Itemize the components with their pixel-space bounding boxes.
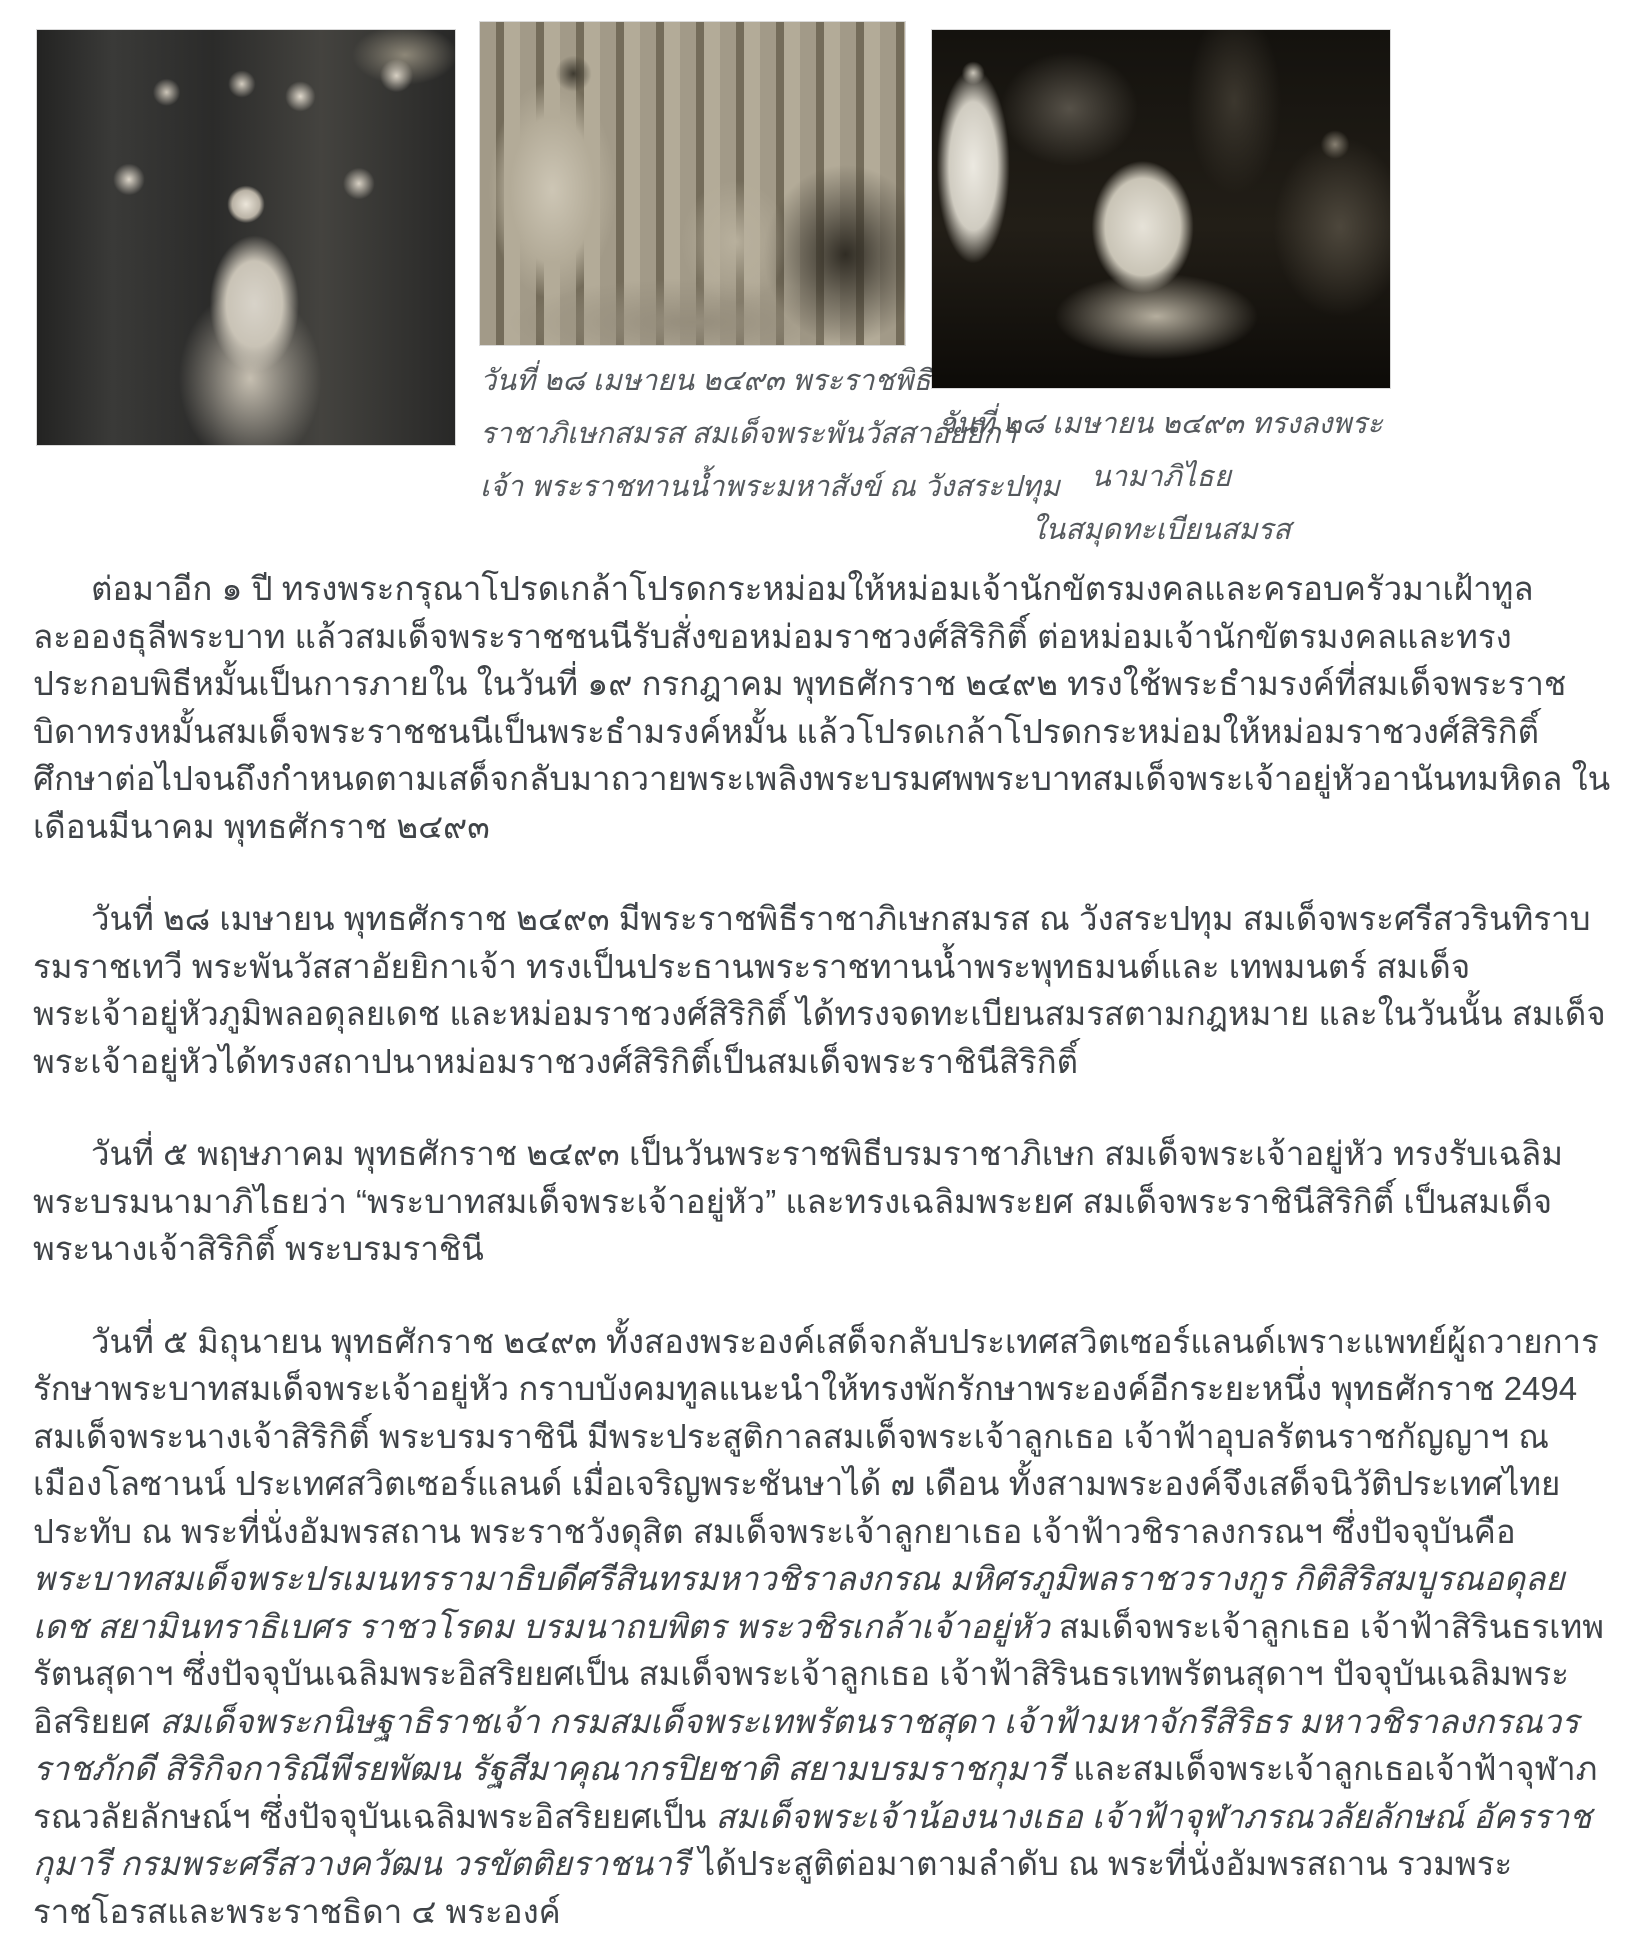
body-paragraph bbox=[33, 1318, 1612, 1935]
royal-title-italic-text: สมเด็จพระเจ้าน้องนางเธอ เจ้าฟ้าจุฬาภรณวลัยลักษณ์ อัครราชกุมารี กรมพระศรีสวางควัฒน วรขัตติยราชนารี bbox=[33, 1798, 1592, 1883]
royal-title-italic-text: พระบาทสมเด็จพระปรเมนทรรามาธิบดีศรีสินทรมหาวชิราลงกรณ มหิศรภูมิพลราชวรางกูร กิติสิริสมบูรณอดุลยเดช สยามินทราธิเบศร ราชวโรดม บรมนาถบพิตร พระวชิรเกล้าเจ้าอยู่หัว bbox=[33, 1560, 1565, 1645]
photo-caption-register-signing bbox=[932, 398, 1390, 557]
body-paragraph bbox=[33, 1130, 1612, 1273]
photo-caption-line: วันที่ ๒๘ เมษายน ๒๔๙๓ ทรงลงพระ bbox=[932, 398, 1390, 451]
body-text: สมเด็จพระเจ้าลูกเธอ เจ้าฟ้าสิรินธรเทพรัตนสุดาฯ ซึ่งปัจจุบันเฉลิมพระอิสริยยศเป็น สมเด็จพระเจ้าลูกเธอ เจ้าฟ้าสิรินธรเทพรัตนสุดาฯ ปัจจุบันเฉลิมพระอิสริยยศ bbox=[33, 1608, 1604, 1740]
photo-block-family-group bbox=[37, 30, 455, 445]
body-paragraph bbox=[33, 895, 1612, 1085]
photo-caption-water-blessing bbox=[480, 355, 905, 514]
article-body bbox=[33, 565, 1612, 1935]
body-text: ต่อมาอีก ๑ ปี ทรงพระกรุณาโปรดเกล้าโปรดกระหม่อมให้หม่อมเจ้านักขัตรมงคลและครอบครัวมาเฝ้าทูลละอองธุลีพระบาท แล้วสมเด็จพระราชชนนีรับสั่งขอหม่อมราชวงศ์สิริกิติ์ ต่อหม่อมเจ้านักขัตรมงคลและทรงประกอบพิธีหมั้นเป็นการภายใน ในวันที่ ๑๙ กรกฎาคม พุทธศักราช ๒๔๙๒ ทรงใช้พระธำมรงค์ที่สมเด็จพระราชบิดาทรงหมั้นสมเด็จพระราชชนนีเป็นพระธำมรงค์หมั้น แล้วโปรดเกล้าโปรดกระหม่อมให้หม่อมราชวงศ์สิริกิติ์ศึกษาต่อไปจนถึงกำหนดตามเสด็จกลับมาถวายพระเพลิงพระบรมศพพระบาทสมเด็จพระเจ้าอยู่หัวอานันทมหิดล ในเดือนมีนาคม พุทธศักราช ๒๔๙๓ bbox=[33, 570, 1610, 845]
photo-block-register-signing bbox=[932, 30, 1390, 557]
body-text: ได้ประสูติต่อมาตามลำดับ ณ พระที่นั่งอัมพรสถาน รวมพระราชโอรสและพระราชธิดา ๔ พระองค์ bbox=[33, 1845, 1512, 1930]
photo-caption-line: วันที่ ๒๘ เมษายน ๒๔๙๓ พระราชพิธี bbox=[480, 355, 905, 408]
photo-block-water-blessing bbox=[480, 22, 905, 514]
photo-caption-line: นามาภิไธย bbox=[932, 451, 1390, 504]
photo-caption-line: ในสมุดทะเบียนสมรส bbox=[932, 504, 1390, 557]
photo-wedding-water-blessing bbox=[480, 22, 905, 345]
photo-marriage-register-signing bbox=[932, 30, 1390, 388]
photo-caption-line: ราชาภิเษกสมรส สมเด็จพระพันวัสสาอัยยิกา bbox=[480, 408, 905, 461]
royal-title-italic-text: สมเด็จพระกนิษฐาธิราชเจ้า กรมสมเด็จพระเทพรัตนราชสุดา เจ้าฟ้ามหาจักรีสิริธร มหาวชิราลงกรณวรราชภักดี สิริกิจการิณีพีรยพัฒน รัฐสีมาคุณากรปิยชาติ สยามบรมราชกุมารี bbox=[33, 1703, 1579, 1788]
body-text: วันที่ ๒๘ เมษายน พุทธศักราช ๒๔๙๓ มีพระราชพิธีราชาภิเษกสมรส ณ วังสระปทุม สมเด็จพระศรีสวรินทิราบรมราชเทวี พระพันวัสสาอัยยิกาเจ้า ทรงเป็นประธานพระราชทานน้ำพระพุทธมนต์และ เทพมนตร์ สมเด็จพระเจ้าอยู่หัวภูมิพลอดุลยเดช และหม่อมราชวงศ์สิริกิติ์ ได้ทรงจดทะเบียนสมรสตามกฎหมาย และในวันนั้น สมเด็จพระเจ้าอยู่หัวได้ทรงสถาปนาหม่อมราชวงศ์สิริกิติ์เป็นสมเด็จพระราชินีสิริกิติ์ bbox=[33, 900, 1606, 1080]
body-text: วันที่ ๕ มิถุนายน พุทธศักราช ๒๔๙๓ ทั้งสองพระองค์เสด็จกลับประเทศสวิตเซอร์แลนด์เพราะแพทย์ผู้ถวายการรักษาพระบาทสมเด็จพระเจ้าอยู่หัว กราบบังคมทูลแนะนำให้ทรงพักรักษาพระองค์อีกระยะหนึ่ง พุทธศักราช 2494 สมเด็จพระนางเจ้าสิริกิติ์ พระบรมราชินี มีพระประสูติกาลสมเด็จพระเจ้าลูกเธอ เจ้าฟ้าอุบลรัตนราชกัญญาฯ ณ เมืองโลซานน์ ประเทศสวิตเซอร์แลนด์ เมื่อเจริญพระชันษาได้ ๗ เดือน ทั้งสามพระองค์จึงเสด็จนิวัติประเทศไทย ประทับ ณ พระที่นั่งอัมพรสถาน พระราชวังดุสิต สมเด็จพระเจ้าลูกยาเธอ เจ้าฟ้าวชิราลงกรณฯ ซึ่งปัจจุบันคือ bbox=[33, 1323, 1599, 1550]
photo-caption-line: เจ้า พระราชทานน้ำพระมหาสังข์ ณ วังสระปทุม bbox=[480, 461, 905, 514]
body-text: และสมเด็จพระเจ้าลูกเธอเจ้าฟ้าจุฬาภรณวลัยลักษณ์ฯ ซึ่งปัจจุบันเฉลิมพระอิสริยยศเป็น bbox=[33, 1750, 1597, 1835]
body-paragraph bbox=[33, 565, 1612, 850]
photo-row bbox=[0, 0, 1640, 565]
photo-royal-family-group bbox=[37, 30, 455, 445]
body-text: วันที่ ๕ พฤษภาคม พุทธศักราช ๒๔๙๓ เป็นวันพระราชพิธีบรมราชาภิเษก สมเด็จพระเจ้าอยู่หัว ทรงรับเฉลิมพระบรมนามาภิไธยว่า “พระบาทสมเด็จพระเจ้าอยู่หัว” และทรงเฉลิมพระยศ สมเด็จพระราชินีสิริกิติ์ เป็นสมเด็จพระนางเจ้าสิริกิติ์ พระบรมราชินี bbox=[33, 1135, 1563, 1267]
